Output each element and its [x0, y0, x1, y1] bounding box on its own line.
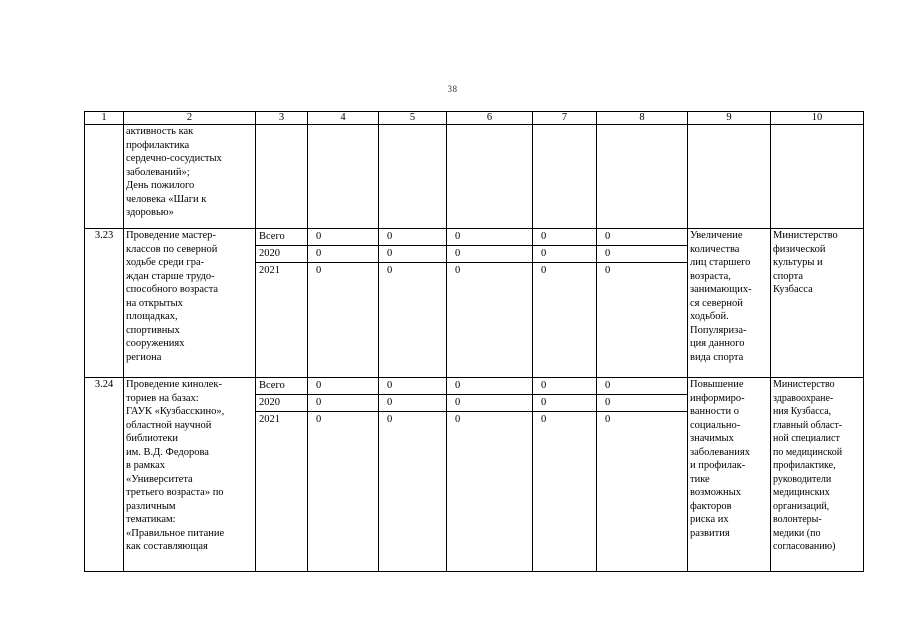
executor-cell: Министерство физической культуры и спорта Кузбасса: [771, 229, 864, 378]
year-cell: Всего 2020 2021: [256, 378, 308, 572]
header-cell: 8: [597, 112, 688, 125]
table-row: [85, 378, 864, 572]
header-row: [85, 112, 864, 125]
continuation-row: [85, 125, 864, 229]
value-cell: 0 0 0: [379, 378, 447, 572]
header-cell: 3: [256, 112, 308, 125]
header-cell: 5: [379, 112, 447, 125]
header-cell: 4: [308, 112, 379, 125]
header-cell: 2: [124, 112, 256, 125]
header-cell: 9: [688, 112, 771, 125]
value-cell: 0 0 0: [447, 229, 533, 378]
year-cell: Всего 2020 2021: [256, 229, 308, 378]
table-row: [85, 229, 864, 378]
value-cell: 0 0 0: [533, 378, 597, 572]
value-cell: 0 0 0: [597, 378, 688, 572]
program-table: [84, 111, 864, 572]
row-description: Проведение кинолек- ториев на базах: ГАУК «Кузбасскино», областной научной библиотеки им. В.Д. Федорова в рамках «Университета третьего возраста» по различным тематикам: «Правильное питание как составляющая: [124, 378, 256, 572]
value-cell: 0 0 0: [597, 229, 688, 378]
page-number: 38: [447, 84, 458, 94]
header-cell: 1: [85, 112, 124, 125]
value-cell: 0 0 0: [308, 378, 379, 572]
value-cell: 0 0 0: [308, 229, 379, 378]
value-cell: 0 0 0: [533, 229, 597, 378]
value-cell: 0 0 0: [379, 229, 447, 378]
value-cell: 0 0 0: [447, 378, 533, 572]
continuation-description: активность как профилактика сердечно-сосудистых заболеваний»; День пожилого человека «Шаги к здоровью»: [124, 125, 256, 229]
row-description: Проведение мастер- классов по северной ходьбе среди гра- ждан старше трудо- способного возраста на открытых площадках, спортивных сооружениях региона: [124, 229, 256, 378]
result-cell: Увеличение количества лиц старшего возраста, занимающих- ся северной ходьбой. Популяриза- ция данного вида спорта: [688, 229, 771, 378]
row-number: 3.24: [85, 378, 124, 572]
result-cell: Повышение информиро- ванности о социально- значимых заболеваниях и профилак- тике возможных факторов риска их развития: [688, 378, 771, 572]
header-cell: 7: [533, 112, 597, 125]
executor-cell: Министерство здравоохране- ния Кузбасса, главный област- ной специалист по медицинской профилактике, руководители медицинских организаций, волонтеры- медики (по согласованию): [771, 378, 864, 572]
row-number: 3.23: [85, 229, 124, 378]
header-cell: 6: [447, 112, 533, 125]
header-cell: 10: [771, 112, 864, 125]
